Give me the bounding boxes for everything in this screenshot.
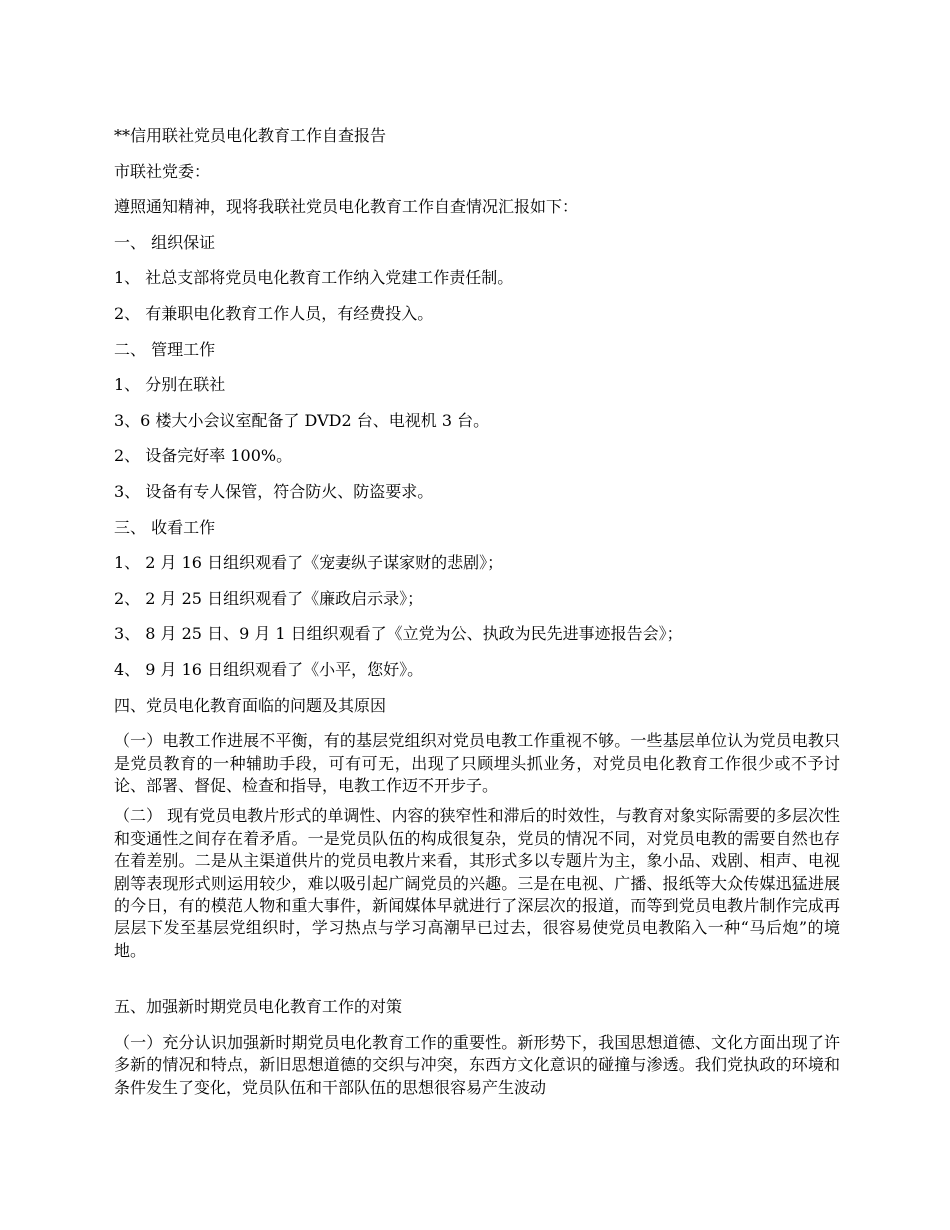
list-item: 4、 9 月 16 日组织观看了《小平，您好》。 [114, 659, 424, 679]
section-heading-organization: 一、 组织保证 [114, 232, 216, 252]
list-item: 2、 有兼职电化教育工作人员，有经费投入。 [114, 303, 434, 323]
paragraph: （二） 现有党员电教片形式的单调性、内容的狭窄性和滞后的时效性，与教育对象实际需要的多层次性和变通性之间存在着矛盾。一是党员队伍的构成很复杂，党员的情况不同，对党员电教的需要自然也存在着差别。二是从主渠道供片的党员电教片来看，其形式多以专题片为主，象小品、戏剧、相声、电视剧等表现形式则运用较少，难以吸引起广阔党员的兴趣。三是在电视、广播、报纸等大众传媒迅猛进展的今日，有的模范人物和重大事件，新闻媒体早就进行了深层次的报道，而等到党员电教片制作完成再层层下发至基层党组织时，学习热点与学习高潮早已过去，很容易使党员电教陷入一种“马后炮”的境地。 [114, 806, 840, 960]
list-item: 1、 社总支部将党员电化教育工作纳入党建工作责任制。 [114, 268, 514, 288]
list-item: 3、 设备有专人保管，符合防火、防盗要求。 [114, 481, 434, 501]
section-heading-problems: 四、党员电化教育面临的问题及其原因 [114, 695, 387, 715]
section-heading-management: 二、 管理工作 [114, 339, 216, 359]
document-page [114, 125, 840, 1107]
list-item: 2、 设备完好率 100%。 [114, 446, 293, 466]
list-item: 1、 2 月 16 日组织观看了《宠妻纵子谋家财的悲剧》； [114, 553, 504, 573]
section-heading-viewing: 三、 收看工作 [114, 517, 216, 537]
salutation: 市联社党委： [114, 161, 211, 181]
paragraph: （一）电教工作进展不平衡，有的基层党组织对党员电教工作重视不够。一些基层单位认为党员电教只是党员教育的一种辅助手段，可有可无，出现了只顾埋头抓业务，对党员电化教育工作很少或不予讨论、部署、督促、检查和指导，电教工作迈不开步子。 [114, 731, 840, 795]
paragraph: （一）充分认识加强新时期党员电化教育工作的重要性。新形势下，我国思想道德、文化方面出现了许多新的情况和特点，新旧思想道德的交织与冲突，东西方文化意识的碰撞与渗透。我们党执政的环境和条件发生了变化，党员队伍和干部队伍的思想很容易产生波动 [114, 1032, 840, 1097]
list-item: 3、 8 月 25 日、9 月 1 日组织观看了《立党为公、执政为民先进事迹报告会》； [114, 624, 683, 644]
intro-line: 遵照通知精神，现将我联社党员电化教育工作自查情况汇报如下： [114, 197, 579, 217]
document-title: **信用联社党员电化教育工作自查报告 [114, 126, 387, 145]
list-item: 2、 2 月 25 日组织观看了《廉政启示录》； [114, 588, 424, 608]
list-item: 1、 分别在联社 [114, 375, 226, 395]
spacer [114, 970, 840, 996]
list-item: 3、6 楼大小会议室配备了 DVD2 台、电视机 3 台。 [114, 410, 490, 430]
section-heading-countermeasures: 五、加强新时期党员电化教育工作的对策 [114, 997, 403, 1017]
